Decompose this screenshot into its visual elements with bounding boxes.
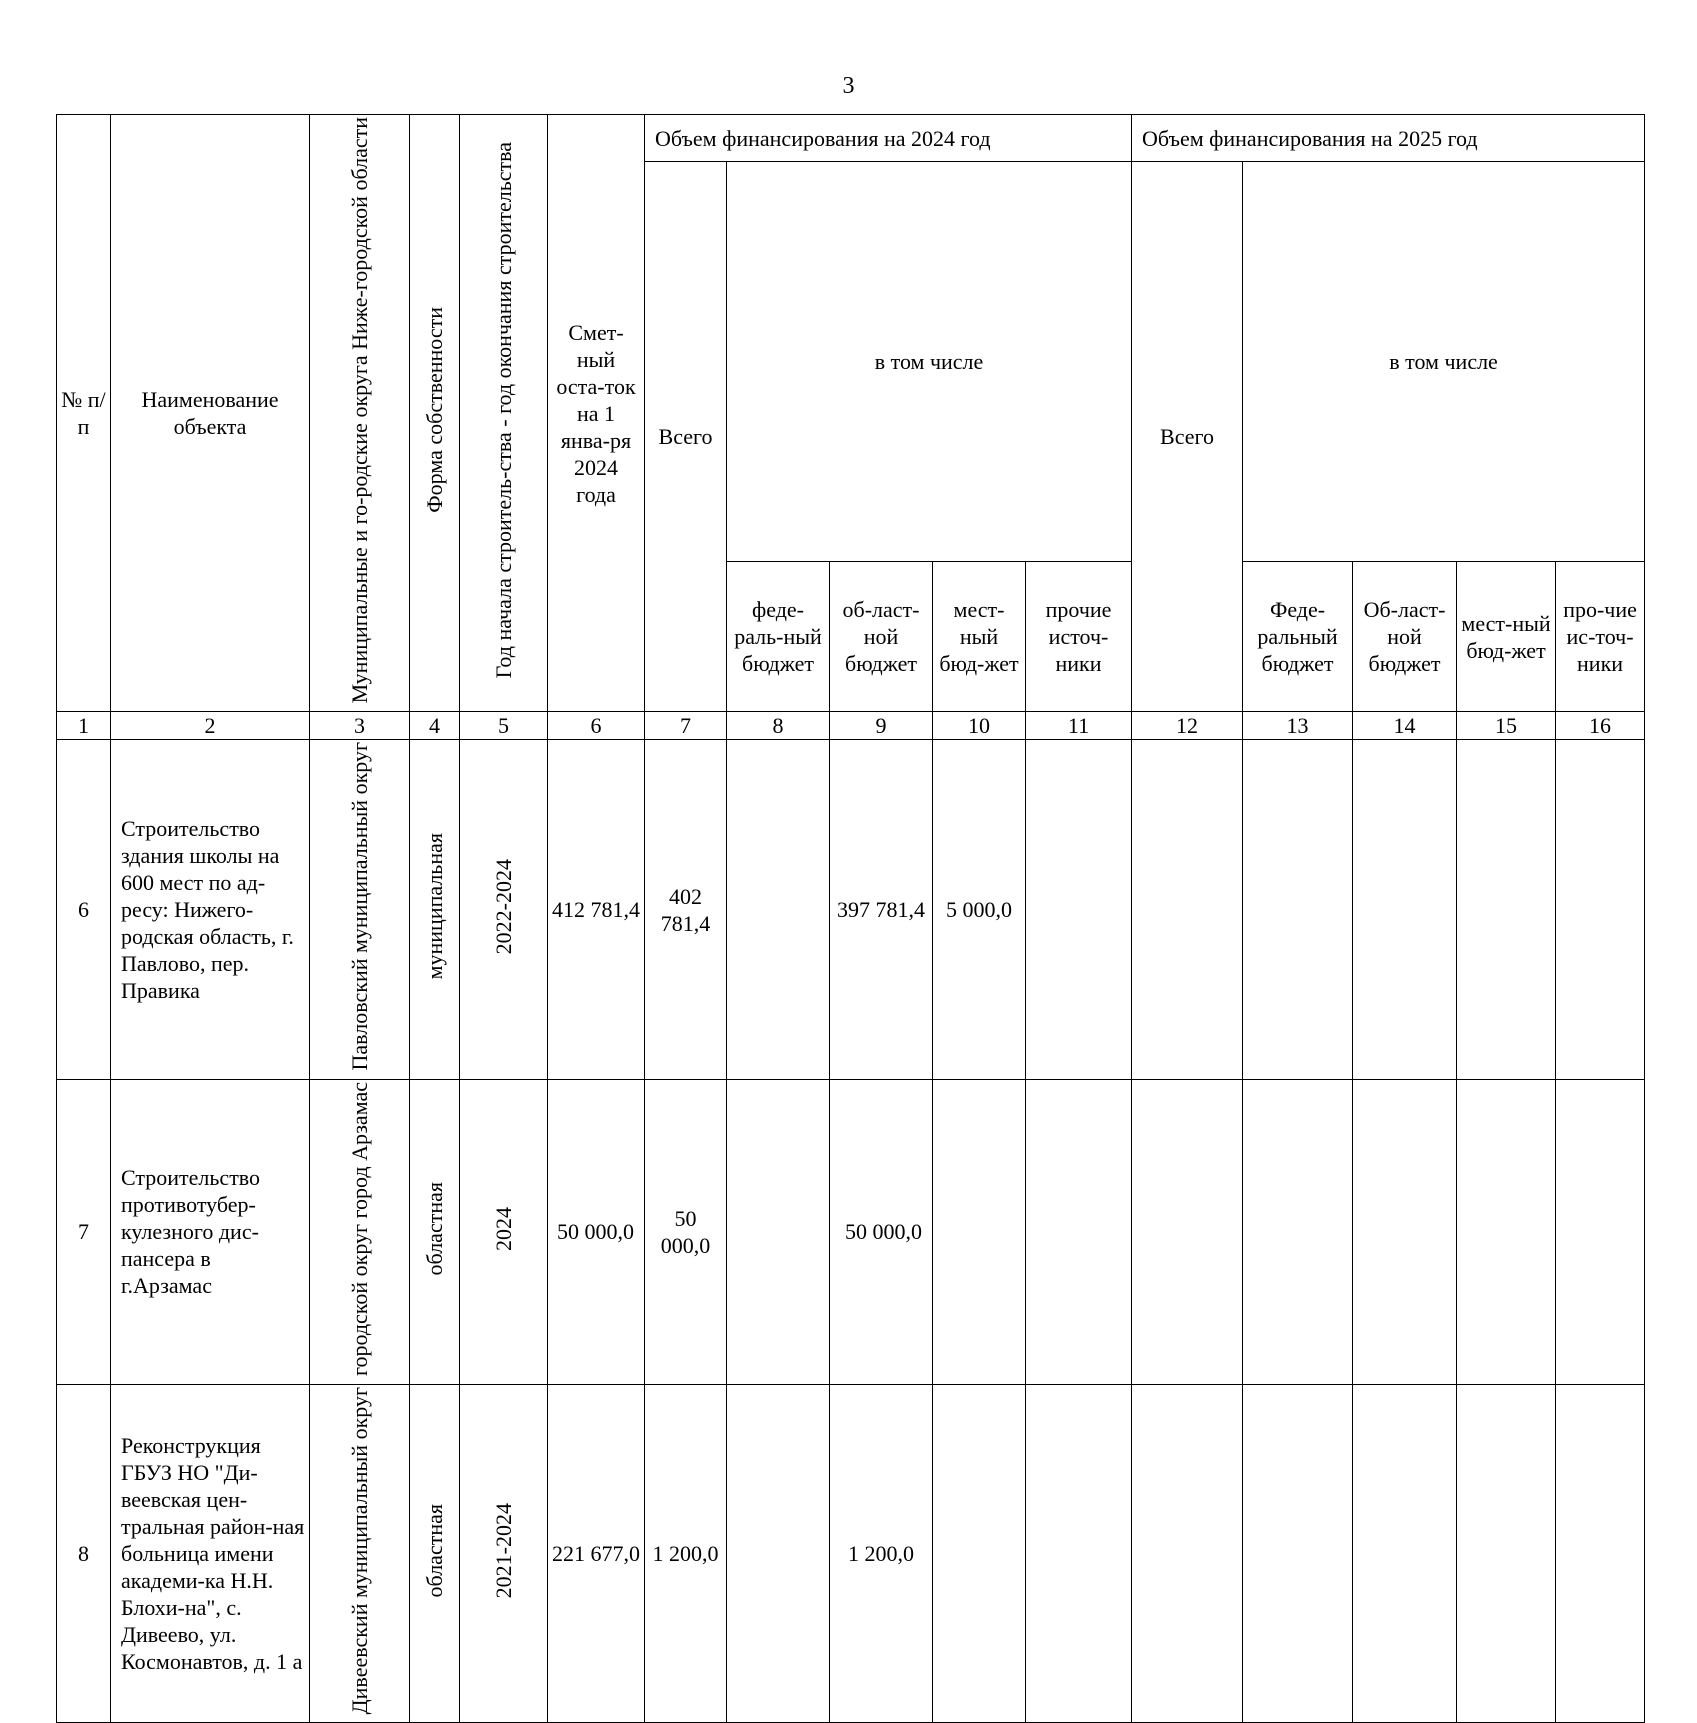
row-empty-cell (1353, 1384, 1457, 1722)
row-total-2024: 50 000,0 (645, 1079, 727, 1384)
row-empty-cell (1556, 740, 1645, 1080)
row-local-2024 (933, 1384, 1026, 1722)
header-fin-2025: Объем финансирования на 2025 год (1132, 115, 1645, 162)
column-number: 11 (1026, 712, 1132, 740)
column-number: 7 (645, 712, 727, 740)
row-empty-cell (1556, 1079, 1645, 1384)
row-empty-cell (1556, 1384, 1645, 1722)
page-number: 3 (842, 73, 855, 99)
column-number: 14 (1353, 712, 1457, 740)
row-federal-2024 (727, 740, 830, 1080)
row-empty-cell (1132, 1384, 1243, 1722)
header-including-2024: в том числе (727, 162, 1132, 562)
row-empty-cell (1457, 740, 1556, 1080)
row-empty-cell (1132, 1079, 1243, 1384)
header-estimate: Смет-ный оста-ток на 1 янва-ря 2024 года (548, 115, 645, 712)
column-number: 10 (933, 712, 1026, 740)
header-name: Наименование объекта (111, 115, 310, 712)
row-ownership-text: муниципальная (422, 833, 447, 980)
row-name: Строительство противотубер-кулезного дис-пансера в г.Арзамас (111, 1079, 310, 1384)
column-number: 5 (460, 712, 548, 740)
row-ownership-text: областная (422, 1182, 447, 1276)
row-local-2024: 5 000,0 (933, 740, 1026, 1080)
header-fin-2024: Объем финансирования на 2024 год (645, 115, 1132, 162)
row-district-text: Павловский муниципальный округ (347, 742, 372, 1071)
row-empty-cell (1457, 1384, 1556, 1722)
column-number: 8 (727, 712, 830, 740)
row-total-2024: 402 781,4 (645, 740, 727, 1080)
column-number-row (57, 712, 1645, 740)
column-number: 16 (1556, 712, 1645, 740)
row-years (460, 740, 548, 1080)
row-regional-2024: 397 781,4 (830, 740, 933, 1080)
header-other-2024: прочие источ-ники (1026, 562, 1132, 712)
row-estimate: 412 781,4 (548, 740, 645, 1080)
row-total-2024: 1 200,0 (645, 1384, 727, 1722)
column-number: 4 (410, 712, 460, 740)
row-no: 8 (57, 1384, 111, 1722)
row-name: Реконструкция ГБУЗ НО "Ди-веевская цен-тральная район-ная больница имени академи-ка Н.Н. Блохи-на", с. Дивеево, ул. Космонавтов, д. 1 а (111, 1384, 310, 1722)
header-regional-2024: об-ласт-ной бюджет (830, 562, 933, 712)
table-row (57, 740, 1645, 1080)
row-empty-cell (1457, 1079, 1556, 1384)
header-federal-2024: феде-раль-ный бюджет (727, 562, 830, 712)
row-empty-cell (1353, 1079, 1457, 1384)
column-number: 1 (57, 712, 111, 740)
row-district-text: Дивеевский муниципальный округ (347, 1386, 372, 1715)
row-years-text: 2021-2024 (491, 1502, 516, 1599)
row-district (310, 740, 410, 1080)
column-number: 15 (1457, 712, 1556, 740)
row-federal-2024 (727, 1079, 830, 1384)
column-number: 2 (111, 712, 310, 740)
column-number: 9 (830, 712, 933, 740)
table-row (57, 1384, 1645, 1722)
row-estimate: 50 000,0 (548, 1079, 645, 1384)
financing-table (56, 114, 1645, 1723)
row-other-2024 (1026, 740, 1132, 1080)
row-district (310, 1079, 410, 1384)
header-years-text: Год начала строитель-ства - год окончания строительства (491, 141, 516, 679)
row-regional-2024: 50 000,0 (830, 1079, 933, 1384)
row-empty-cell (1132, 740, 1243, 1080)
column-number: 13 (1243, 712, 1353, 740)
row-other-2024 (1026, 1079, 1132, 1384)
header-no: № п/п (57, 115, 111, 712)
header-districts (310, 115, 410, 712)
column-number: 6 (548, 712, 645, 740)
row-empty-cell (1243, 1079, 1353, 1384)
row-no: 6 (57, 740, 111, 1080)
row-empty-cell (1353, 740, 1457, 1080)
header-other-2025: про-чие ис-точ-ники (1556, 562, 1645, 712)
row-other-2024 (1026, 1384, 1132, 1722)
row-local-2024 (933, 1079, 1026, 1384)
row-empty-cell (1243, 740, 1353, 1080)
header-total-2025: Всего (1132, 162, 1243, 712)
row-ownership (410, 1384, 460, 1722)
header-districts-text: Муниципальные и го-родские округа Ниже-городской области (347, 117, 372, 704)
row-empty-cell (1243, 1384, 1353, 1722)
row-district (310, 1384, 410, 1722)
row-years (460, 1384, 548, 1722)
header-ownership (410, 115, 460, 712)
row-estimate: 221 677,0 (548, 1384, 645, 1722)
header-including-2025: в том числе (1243, 162, 1645, 562)
header-years (460, 115, 548, 712)
table-row (57, 1079, 1645, 1384)
row-years-text: 2022-2024 (491, 858, 516, 955)
row-ownership (410, 1079, 460, 1384)
row-no: 7 (57, 1079, 111, 1384)
column-number: 3 (310, 712, 410, 740)
row-regional-2024: 1 200,0 (830, 1384, 933, 1722)
column-number: 12 (1132, 712, 1243, 740)
row-name: Строительство здания школы на 600 мест по ад-ресу: Нижего-родская область, г. Павлово, пер. Правика (111, 740, 310, 1080)
header-ownership-text: Форма собственности (422, 307, 447, 514)
header-federal-2025: Феде-ральный бюджет (1243, 562, 1353, 712)
row-district-text: городской округ город Арзамас (347, 1081, 372, 1376)
header-local-2024: мест-ный бюд-жет (933, 562, 1026, 712)
header-regional-2025: Об-ласт-ной бюджет (1353, 562, 1457, 712)
row-years (460, 1079, 548, 1384)
row-ownership (410, 740, 460, 1080)
header-local-2025: мест-ный бюд-жет (1457, 562, 1556, 712)
row-ownership-text: областная (422, 1503, 447, 1598)
row-federal-2024 (727, 1384, 830, 1722)
row-years-text: 2024 (491, 1206, 516, 1251)
header-total-2024: Всего (645, 162, 727, 712)
